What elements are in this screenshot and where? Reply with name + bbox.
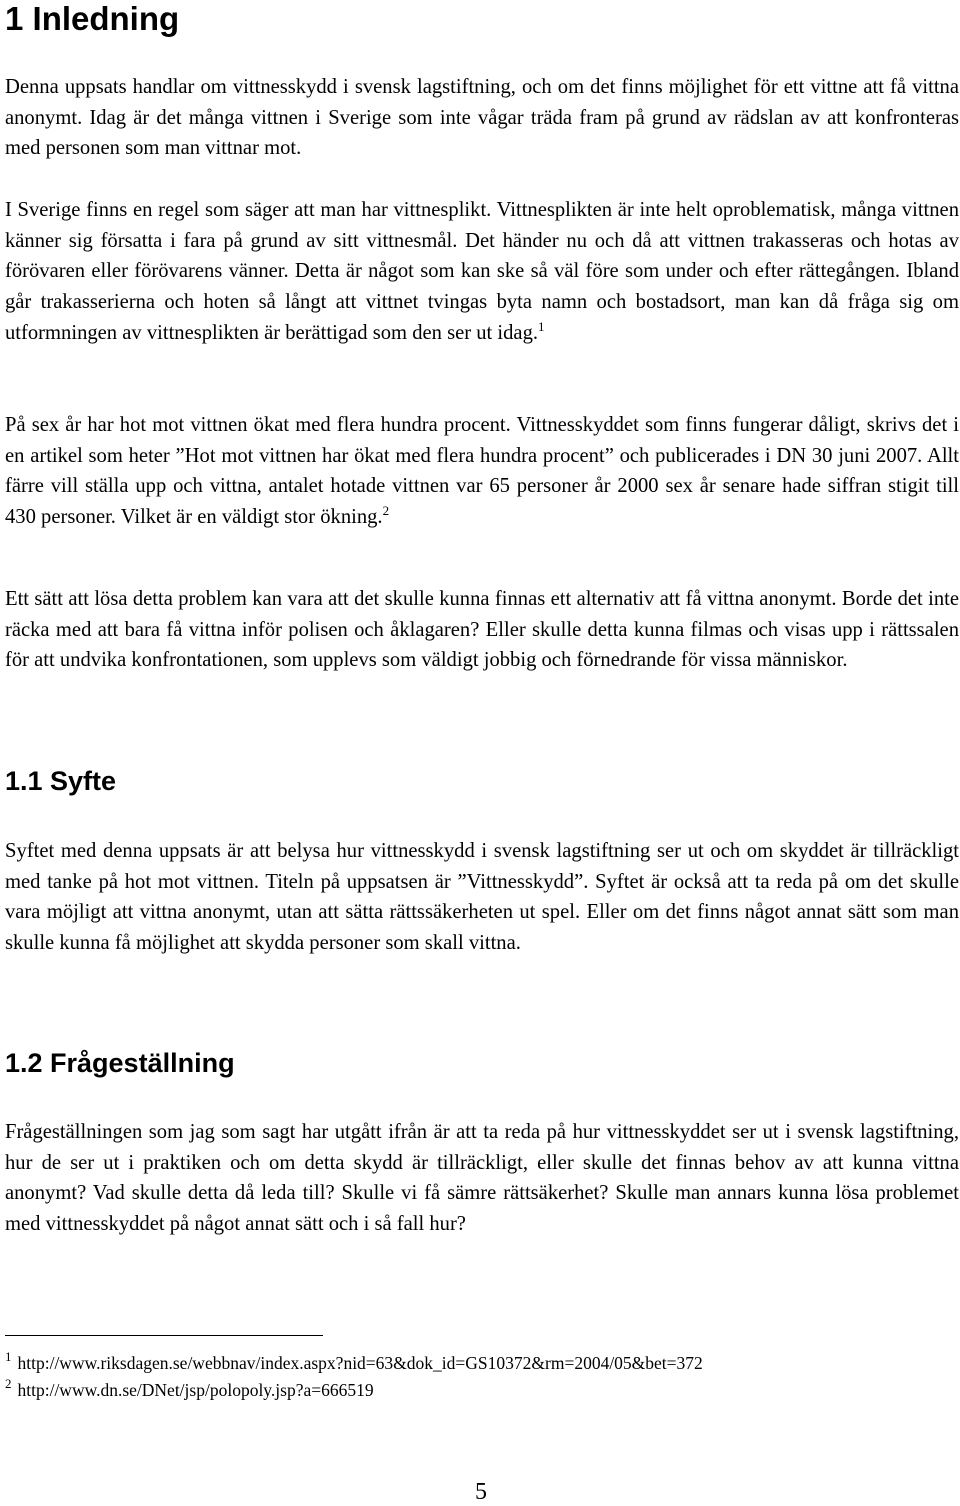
- intro-paragraph-2-text: I Sverige finns en regel som säger att man har vittnesplikt. Vittnesplikten är inte helt oproblematisk, många vittnen känner sig försatta i fara på grund av sitt vittnesmål. Det händer nu och då att vittnen trakasseras och hotas av förövaren eller förövarens vänner. Detta är något som kan ske så väl före som under och efter rättegången. Ibland går trakasserierna och hoten så långt att vittnet tvingas byta namn och bostadsort, man kan då fråga sig om utformningen av vittnesplikten är berättigad som den ser ut idag.: [5, 199, 959, 344]
- section-heading-fragestallning: 1.2 Frågeställning: [5, 1048, 235, 1078]
- page-number: [0, 1478, 960, 1506]
- footnote-ref-2: 2: [382, 503, 390, 519]
- footnote-ref-1: 1: [538, 318, 545, 334]
- intro-paragraph-1: Denna uppsats handlar om vittnesskydd i svensk lagstiftning, och om det finns möjlighet för ett vittne att få vittna anonymt. Idag är det många vittnen i Sverige som inte vågar träda fram på grund av rädslan av att konfronteras med personen som man vittnar mot.: [5, 76, 959, 160]
- footnote-2: [5, 1377, 955, 1404]
- footnote-link[interactable]: http://www.riksdagen.se/webbnav/index.aspx?nid=63&dok_id=GS10372&rm=2004/05&bet=372: [17, 1353, 703, 1373]
- intro-paragraph-2: [5, 195, 959, 349]
- fragestallning-paragraph: Frågeställningen som jag som sagt har utgått ifrån är att ta reda på hur vittnesskyddet ser ut i svensk lagstiftning, hur de ser ut i praktiken och om detta skydd är tillräckligt, eller skulle det finnas behov av att kunna vittna anonymt? Vad skulle detta då leda till? Skulle vi få sämre rättsäkerhet? Skulle man annars kunna lösa problemet med vittnesskyddet på något annat sätt och i så fall hur?: [5, 1121, 959, 1236]
- footnotes: [5, 1350, 955, 1404]
- footnote-divider: [5, 1335, 323, 1336]
- syfte-paragraph: Syftet med denna uppsats är att belysa hur vittnesskydd i svensk lagstiftning ser ut och om skyddet är tillräckligt med tanke på hot mot vittnen. Titeln på uppsatsen är ”Vittnesskydd”. Syftet är också att ta reda på om det skulle vara möjligt att vittna anonymt, utan att sätta rättssäkerheten ut spel. Eller om det finns något annat sätt som man skulle kunna få möjlighet att skydda personer som skall vittna.: [5, 840, 959, 955]
- footnote-link[interactable]: http://www.dn.se/DNet/jsp/polopoly.jsp?a=666519: [17, 1380, 374, 1400]
- footnote-number: 2: [5, 1376, 12, 1391]
- footnote-1: [5, 1350, 955, 1377]
- chapter-heading: 1 Inledning: [5, 0, 180, 37]
- intro-paragraph-4: Ett sätt att lösa detta problem kan vara att det skulle kunna finnas ett alternativ att få vittna anonymt. Borde det inte räcka med att bara få vittna inför polisen och åklagaren? Eller skulle detta kunna filmas och visas upp i rättssalen för att undvika konfrontationen, som upplevs som väldigt jobbig och förnedrande för vissa människor.: [5, 588, 959, 672]
- intro-paragraph-3-text: På sex år har hot mot vittnen ökat med flera hundra procent. Vittnesskyddet som finns fungerar dåligt, skrivs det i en artikel som heter ”Hot mot vittnen har ökat med flera hundra procent” och publicerades i DN 30 juni 2007. Allt färre vill ställa upp och vittna, antalet hotade vittnen var 65 personer år 2000 sex år senare hade siffran stigit till 430 personer. Vilket är en väldigt stor ökning.: [5, 414, 959, 529]
- section-heading-syfte: 1.1 Syfte: [5, 766, 117, 796]
- intro-paragraph-3: [5, 410, 959, 533]
- footnote-number: 1: [5, 1349, 12, 1364]
- page-number-text: 5: [475, 1479, 487, 1505]
